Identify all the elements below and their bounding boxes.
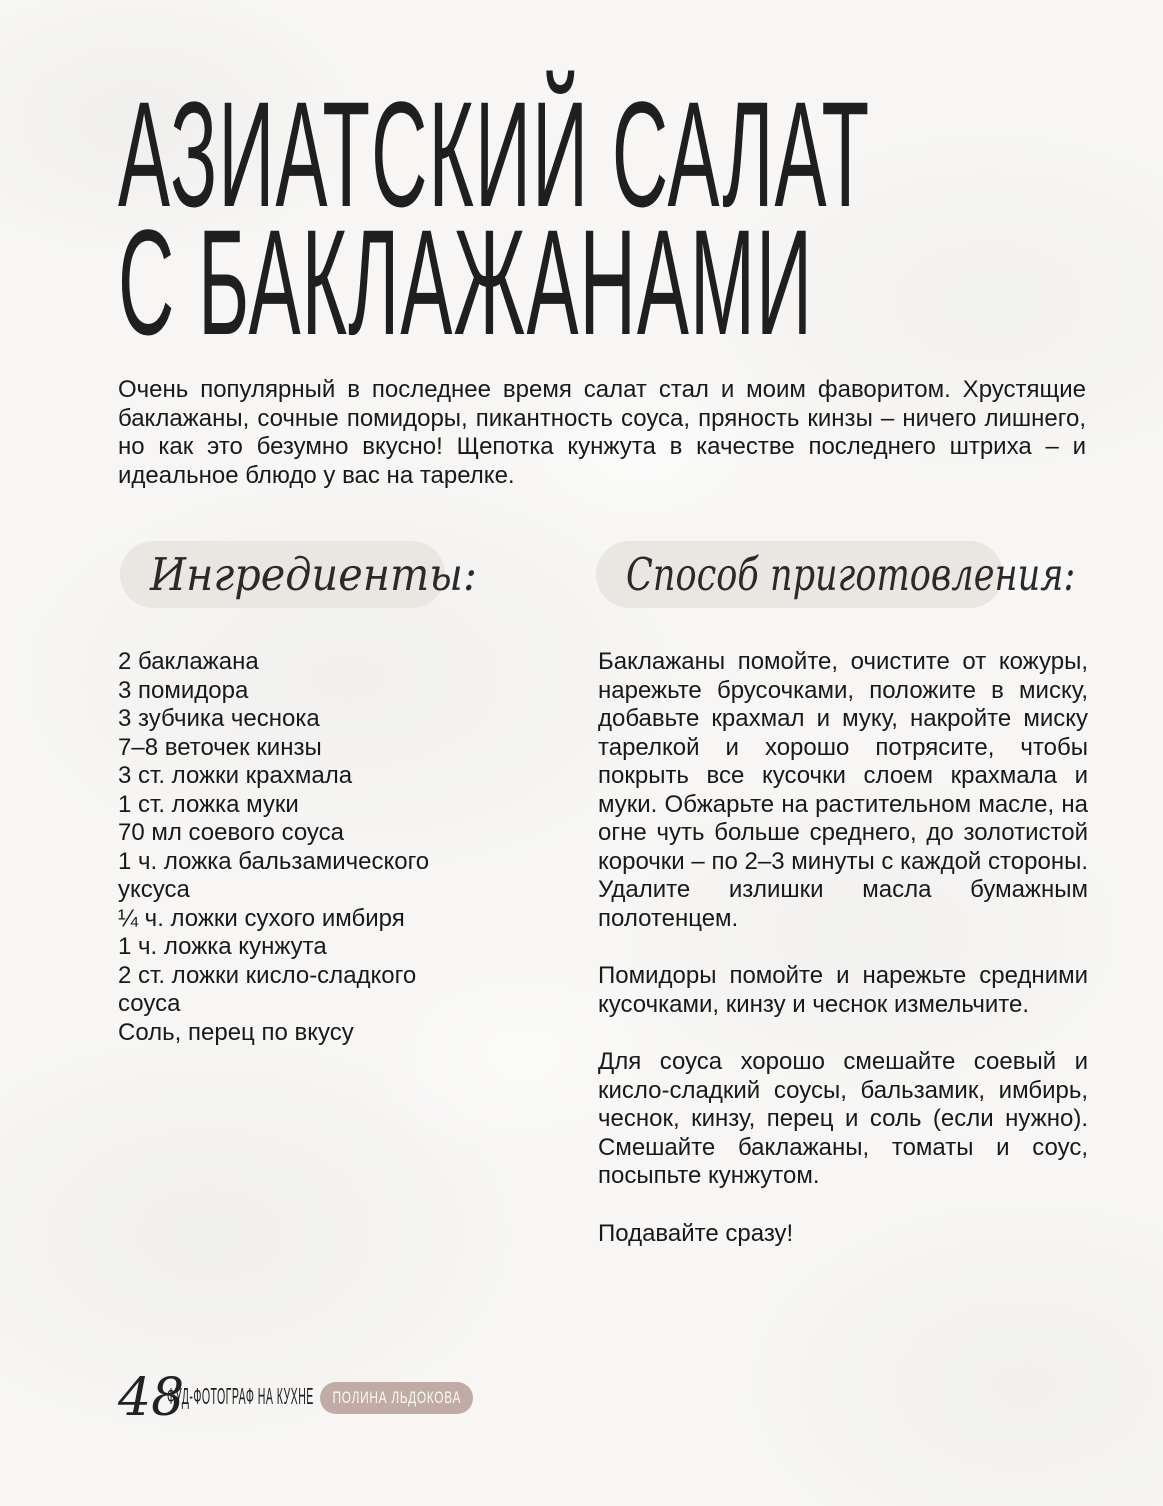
ingredient-item: Соль, перец по вкусу bbox=[118, 1018, 354, 1046]
page-title-line2: С БАКЛАЖАНАМИ bbox=[118, 198, 814, 366]
page-title-line1: АЗИАТСКИЙ САЛАТ bbox=[118, 70, 871, 238]
book-title: ФУД-ФОТОГРАФ НА КУХНЕ bbox=[167, 1383, 314, 1409]
ingredients-heading-pill bbox=[120, 541, 477, 608]
method-paragraph: Для соуса хорошо смешайте соевый и кисло-сладкий соусы, бальзамик, имбирь, чеснок, кинзу, перец и соль (если нужно). Смешайте баклажаны, томаты и соус, посыпьте кунжутом. bbox=[598, 1048, 1088, 1189]
page-title bbox=[118, 70, 871, 366]
ingredient-item: 1 ст. ложка муки bbox=[118, 790, 299, 818]
method-paragraphs bbox=[598, 648, 1088, 1277]
ingredient-item: 7–8 веточек кинзы bbox=[118, 733, 322, 761]
ingredient-item: 2 ст. ложки кисло-сладкого соуса bbox=[118, 961, 417, 1017]
author-badge bbox=[320, 1382, 473, 1414]
method-paragraph: Подавайте сразу! bbox=[598, 1219, 794, 1247]
method-paragraph: Баклажаны помойте, очистите от кожуры, нарежьте брусочками, положите в миску, добавьте крахмал и муку, накройте миску тарелкой и хорошо потрясите, чтобы покрыть все кусочки слоем крахмала и муки. Обжарьте на растительном масле, на огне чуть больше среднего, до золотистой корочки – по 2–3 минуты с каждой стороны. Удалите излишки масла бумажным полотенцем. bbox=[598, 648, 1088, 932]
method-paragraph: Помидоры помойте и нарежьте средними кусочками, кинзу и чеснок измельчите. bbox=[598, 962, 1088, 1018]
ingredient-item: 3 ст. ложки крахмала bbox=[118, 762, 353, 789]
intro-paragraph: Очень популярный в последнее время салат стал и моим фаворитом. Хрустящие баклажаны, сочные помидоры, пикантность соуса, пряность кинзы – ничего лишнего, но как это безумно вкусно! Щепотка кунжута в качестве последнего штриха – и идеальное блюдо у вас на тарелке. bbox=[118, 376, 1086, 489]
ingredient-item: 1 ч. ложка кунжута bbox=[118, 933, 327, 960]
ingredient-item: 3 помидора bbox=[118, 676, 249, 704]
ingredient-item: 1 ч. ложка бальзамического уксуса bbox=[118, 847, 430, 903]
book-title-wrap bbox=[167, 1383, 317, 1407]
ingredient-item: ¼ ч. ложки сухого имбиря bbox=[118, 904, 405, 932]
page-number: 48 bbox=[118, 1368, 185, 1428]
method-heading-pill bbox=[596, 541, 1076, 608]
ingredient-item: 2 баклажана bbox=[118, 648, 259, 675]
ingredient-item: 70 мл соевого соуса bbox=[118, 819, 344, 846]
ingredients-list bbox=[118, 648, 463, 1047]
ingredients-heading: Ингредиенты: bbox=[150, 548, 477, 601]
ingredient-item: 3 зубчика чеснока bbox=[118, 705, 320, 732]
method-heading: Способ приготовления: bbox=[626, 548, 1076, 601]
author-name: ПОЛИНА ЛЬДОКОВА bbox=[332, 1388, 461, 1407]
